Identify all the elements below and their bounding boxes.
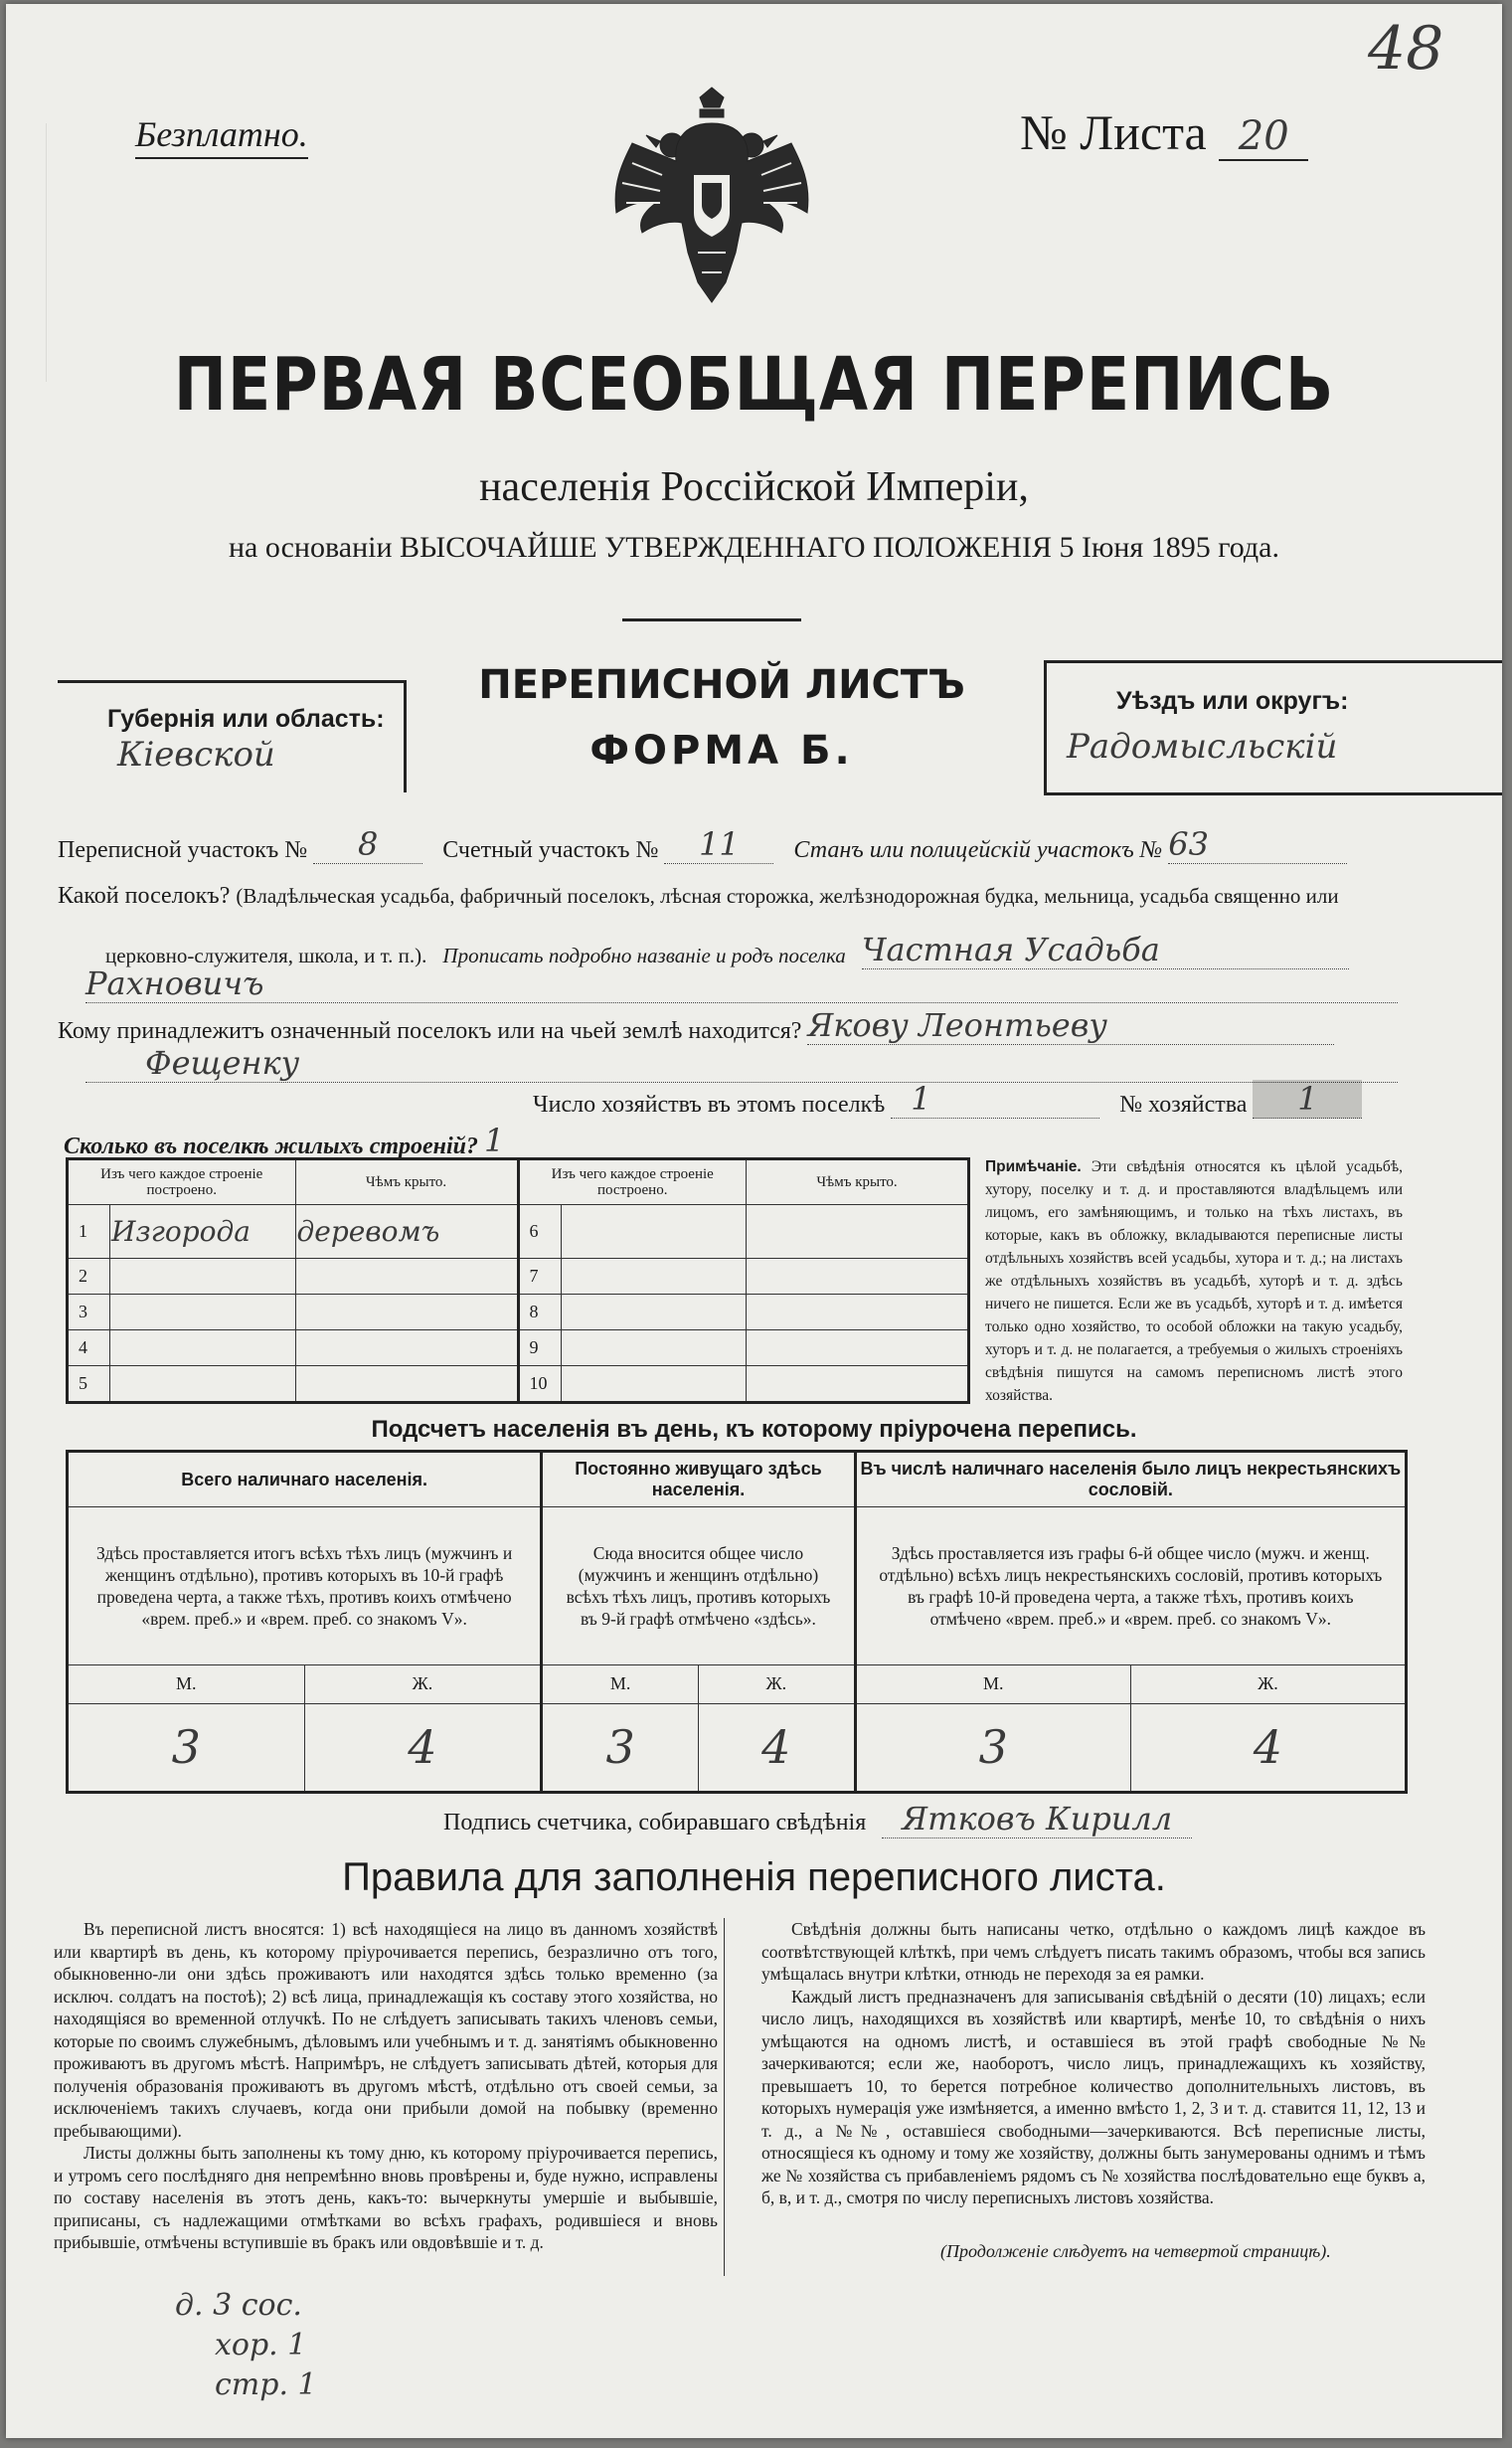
present-male-value: 3 xyxy=(68,1703,305,1792)
row-material xyxy=(561,1329,747,1365)
female-header: Ж. xyxy=(698,1665,855,1703)
owner-field-2 xyxy=(85,1044,1398,1083)
basis-line: на основаніи ВЫСОЧАЙШЕ УТВЕРЖДЕННАГО ПОЛОЖЕНІЯ 5 Іюня 1895 года. xyxy=(229,531,1279,564)
col-roof-right: Чѣмъ крыто. xyxy=(747,1159,969,1205)
row-roof xyxy=(747,1365,969,1402)
poselok-line-3 xyxy=(85,964,1398,1003)
owner-line-2 xyxy=(85,1044,1398,1083)
uezd-box xyxy=(1044,660,1502,795)
poselok-hint-2: церковно-служителя, школа, и т. п.). xyxy=(105,944,427,967)
owner-field-1 xyxy=(807,1006,1334,1045)
table-row xyxy=(68,1294,969,1329)
margin-note-1: д. 3 сос. xyxy=(175,2288,302,2323)
population-descriptions xyxy=(68,1507,1407,1665)
present-female-value: 4 xyxy=(304,1703,542,1792)
form-title: ПЕРЕПИСНОЙ ЛИСТЪ xyxy=(478,662,965,708)
rules-right-column xyxy=(761,1918,1426,2209)
uezd-value: Радомысльскій xyxy=(1067,727,1338,767)
population-values-row xyxy=(68,1703,1407,1792)
poselok-field-2 xyxy=(85,964,1398,1003)
col-roof-left: Чѣмъ крыто. xyxy=(295,1159,518,1205)
sheet-number-value: 20 xyxy=(1219,113,1308,161)
signature-value: Ятковъ Кирилл xyxy=(882,1800,1192,1838)
sex-header-row xyxy=(68,1665,1407,1703)
schetny-value: 11 xyxy=(699,825,740,863)
household-no-field xyxy=(1253,1080,1362,1119)
row-num: 5 xyxy=(68,1365,110,1402)
households-field xyxy=(891,1080,1099,1119)
census-sheet xyxy=(6,4,1502,2438)
uezd-label: Уѣздъ или округъ: xyxy=(1116,687,1349,715)
district-line xyxy=(58,825,1347,864)
poselok-value-2: Рахновичъ xyxy=(85,964,264,1002)
row-roof xyxy=(295,1258,518,1294)
rules-left-p1: Въ переписной листъ вносятся: 1) всѣ находящіеся на лицо въ данномъ хозяйствѣ или квартирѣ въ день, къ которому пріурочивается перепись, безразлично отъ того, обыкновенно-ли они здѣсь проживаютъ или находятся здѣсь только временно (за исключ. солдатъ на постоѣ); 2) всѣ лица, принадлежащія къ составу этого хозяйства, но находящіяся во временной отлучкѣ. По не слѣдуетъ записывать такихъ членовъ семьи, которые по своимъ служебнымъ, дѣловымъ или учебнымъ и т. д. занятіямъ обыкновенно проживаютъ въ другомъ мѣстѣ. Напримѣръ, не слѣдуетъ записывать дѣтей, которыя для полученія образованія проживаютъ въ другомъ мѣстѣ, отдѣльно отъ своей семьи, за исключеніемъ такихъ случаевъ, когда они прибыли домой на побывку (временно пребывающими). xyxy=(54,1919,718,2141)
double-headed-eagle-icon xyxy=(602,84,821,312)
col3-desc: Здѣсь проставляется изъ графы 6-й общее число (мужч. и женщ. отдѣльно) всѣхъ лицъ некрестьянскихъ сословій, противъ которыхъ въ графѣ 10-й проведена черта, а также тѣхъ, противъ коихъ отмѣчено «врем. преб.» и «врем. преб. со знакомъ V». xyxy=(855,1507,1406,1665)
row-roof xyxy=(295,1329,518,1365)
households-line xyxy=(533,1080,1362,1119)
col3-title: Въ числѣ наличнаго населенія было лицъ некрестьянскихъ сословій. xyxy=(855,1452,1406,1507)
margin-notes xyxy=(175,2286,317,2405)
rules-title: Правила для заполненія переписного листа. xyxy=(342,1855,1166,1899)
row-material xyxy=(110,1365,296,1402)
perepis-label: Переписной участокъ № xyxy=(58,837,308,863)
row-material xyxy=(110,1329,296,1365)
signature-line xyxy=(443,1800,1192,1837)
poselok-line xyxy=(58,883,1339,910)
row-num: 6 xyxy=(518,1205,561,1259)
row-roof xyxy=(747,1294,969,1329)
margin-note-2: хор. 1 xyxy=(215,2328,307,2362)
col2-desc: Сюда вносится общее число (мужчинъ и женщинъ отдѣльно) всѣхъ тѣхъ лицъ, противъ которыхъ въ 9-й графѣ отмѣчено «здѣсь». xyxy=(542,1507,855,1665)
owner-line xyxy=(58,1006,1334,1045)
gubernia-value: Кіевской xyxy=(117,735,275,775)
signature-label: Подпись счетчика, собиравшаго свѣдѣнія xyxy=(443,1810,867,1836)
schetny-field xyxy=(664,825,773,864)
resident-female-value: 4 xyxy=(698,1703,855,1792)
sub-title: населенія Россійской Имперіи, xyxy=(479,464,1029,510)
buildings-field xyxy=(484,1122,544,1160)
household-no-value: 1 xyxy=(1297,1080,1318,1118)
row-roof xyxy=(747,1258,969,1294)
owner-value-1: Якову Леонтьеву xyxy=(807,1006,1107,1044)
buildings-table xyxy=(66,1157,970,1404)
form-subtitle: ФОРМА Б. xyxy=(589,728,854,774)
sheet-number xyxy=(1020,103,1308,161)
households-value: 1 xyxy=(911,1080,931,1118)
buildings-label: Сколько въ поселкѣ жилыхъ строеній? xyxy=(64,1134,478,1159)
note xyxy=(985,1155,1403,1407)
table-row xyxy=(68,1365,969,1402)
households-label: Число хозяйствъ въ этомъ поселкѣ xyxy=(533,1092,886,1118)
row-roof xyxy=(295,1365,518,1402)
row-material xyxy=(561,1294,747,1329)
population-heading: Подсчетъ населенія въ день, къ которому пріурочена перепись. xyxy=(371,1416,1137,1443)
col1-title: Всего наличнаго населенія. xyxy=(68,1452,542,1507)
row-num: 4 xyxy=(68,1329,110,1365)
poselok-value-1: Частная Усадьба xyxy=(861,931,1160,968)
row-material xyxy=(561,1258,747,1294)
owner-value-2: Фещенку xyxy=(145,1044,300,1082)
buildings-table-header xyxy=(68,1159,969,1205)
col2-title: Постоянно живущаго здѣсь населенія. xyxy=(542,1452,855,1507)
schetny-label: Счетный участокъ № xyxy=(442,837,659,863)
col1-desc: Здѣсь проставляется итогъ всѣхъ тѣхъ лицъ (мужчинъ и женщинъ отдѣльно), противъ которыхъ въ 10-й графѣ проведена черта, а также тѣхъ, противъ коихъ отмѣчено «врем. преб.» и «врем. преб. со знакомъ V». xyxy=(68,1507,542,1665)
resident-male-value: 3 xyxy=(542,1703,699,1792)
row-num: 9 xyxy=(518,1329,561,1365)
row-num: 1 xyxy=(68,1205,110,1259)
stan-field xyxy=(1168,825,1347,864)
stan-value: 63 xyxy=(1168,825,1210,863)
row-num: 2 xyxy=(68,1258,110,1294)
male-header: М. xyxy=(542,1665,699,1703)
table-row xyxy=(68,1205,969,1259)
row-num: 8 xyxy=(518,1294,561,1329)
owner-label: Кому принадлежитъ означенный поселокъ или на чьей землѣ находится? xyxy=(58,1018,802,1044)
free-label: Безплатно. xyxy=(135,113,308,159)
buildings-line xyxy=(64,1122,544,1160)
row-material: Изгорода xyxy=(110,1205,296,1259)
perepis-value: 8 xyxy=(358,825,379,863)
table-row xyxy=(68,1329,969,1365)
poselok-label: Какой поселокъ? xyxy=(58,883,231,909)
row-roof xyxy=(747,1329,969,1365)
corner-mark: 48 xyxy=(1368,14,1444,84)
margin-note-3: стр. 1 xyxy=(215,2367,317,2402)
rules-right-p2: Каждый листъ предназначенъ для записыванія свѣдѣній о десяти (10) лицахъ; если число лицъ, находящихся въ хозяйствѣ или квартирѣ, менѣе 10, то свѣдѣнія о нихъ умѣщаются на одномъ листѣ, и оставшіеся въ этой графѣ свободные №№ зачеркиваются; если же, наоборотъ, число лицъ, принадлежащихъ къ хозяйству, превышаетъ 10, то берется потребное количество дополнительныхъ листовъ, въ которыхъ нумерація уже измѣняется, а именно вмѣсто 1, 2, 3 и т. д. ставится 11, 12, 13 и т. д., а №№, оставшіеся свободными—зачеркиваются. Всѣ переписные листы, относящіеся къ одному и тому же хозяйству, должны быть занумерованы однимъ и тѣмъ же № хозяйства съ прибавленіемъ рядомъ съ № хозяйства послѣдовательно еще буквъ а, б, в, и т. д., смотря по числу переписныхъ листовъ хозяйства. xyxy=(761,1986,1426,2207)
note-lead: Примѣчаніе. xyxy=(985,1158,1082,1175)
row-num: 7 xyxy=(518,1258,561,1294)
poselok-hint-1: (Владѣльческая усадьба, фабричный поселокъ, лѣсная сторожка, желѣзнодорожная будка, мельница, усадьба священно или xyxy=(236,884,1339,908)
rules-left-p2: Листы должны быть заполнены къ тому дню, къ которому пріурочивается перепись, и утромъ сего послѣдняго дня непремѣнно вновь провѣрены и, буде нужно, исправлены по составу населенія въ этотъ день, какъ-то: вычеркнуты умершіе и выбывшіе, приписаны, съ надлежащими отмѣтками во всѣхъ графахъ, родившіеся и вновь прибывшіе, отмѣчены вступившіе въ бракъ или овдовѣвшіе и т. д. xyxy=(54,2143,718,2252)
sheet-number-label: № Листа xyxy=(1020,104,1207,160)
stan-label: Станъ или полицейскій участокъ № xyxy=(793,837,1163,863)
nonpeasant-female-value: 4 xyxy=(1130,1703,1406,1792)
rules-left-column xyxy=(54,1918,718,2254)
row-num: 10 xyxy=(518,1365,561,1402)
male-header: М. xyxy=(855,1665,1130,1703)
population-table xyxy=(66,1450,1408,1794)
row-roof: деревомъ xyxy=(295,1205,518,1259)
row-roof xyxy=(747,1205,969,1259)
title-divider xyxy=(622,618,801,621)
gubernia-label: Губернія или область: xyxy=(107,705,385,733)
poselok-hint-3: Прописать подробно названіе и родъ поселка xyxy=(442,944,846,967)
row-roof xyxy=(295,1294,518,1329)
table-row xyxy=(68,1258,969,1294)
female-header: Ж. xyxy=(1130,1665,1406,1703)
rules-right-p1: Свѣдѣнія должны быть написаны четко, отдѣльно о каждомъ лицѣ каждое въ соотвѣтствующей клѣткѣ, при чемъ слѣдуетъ писать такимъ образомъ, чтобы вся запись умѣщалась внутри клѣтки, отнюдь не переходя за ея рамки. xyxy=(761,1919,1426,1984)
household-no-label: № хозяйства xyxy=(1119,1092,1248,1118)
row-material xyxy=(110,1258,296,1294)
female-header: Ж. xyxy=(304,1665,542,1703)
row-material xyxy=(561,1365,747,1402)
continued-note: (Продолженіе слѣдуетъ на четвертой страницѣ). xyxy=(940,2241,1331,2261)
col-material-right: Изъ чего каждое строеніе построено. xyxy=(518,1159,747,1205)
row-num: 3 xyxy=(68,1294,110,1329)
column-divider xyxy=(724,1918,725,2276)
nonpeasant-male-value: 3 xyxy=(855,1703,1130,1792)
row-material xyxy=(110,1294,296,1329)
gubernia-box xyxy=(58,680,407,792)
col-material-left: Изъ чего каждое строеніе построено. xyxy=(68,1159,296,1205)
note-text: Эти свѣдѣнія относятся къ цѣлой усадьбѣ, хутору, поселку и т. д. и проставляются владѣльцемъ или лицомъ, его замѣняющимъ, и только на тѣхъ листахъ, въ которые, какъ въ обложку, вкладываются переписные листы отдѣльныхъ хозяйствъ всей усадьбы, хутора и т. д.; на листахъ же отдѣльныхъ хозяйствъ въ усадьбѣ, хуторѣ и т. д. здѣсь ничего не пишется. Если же въ усадьбѣ, хуторѣ и т. д. имѣется только одно хозяйство, то особой обложки на такую усадьбу, хуторъ и т. д. не полагается, а требуемыя о жилыхъ строеніяхъ свѣдѣнія пишутся на самомъ переписномъ листѣ этого хозяйства. xyxy=(985,1158,1404,1404)
row-material xyxy=(561,1205,747,1259)
population-table-header xyxy=(68,1452,1407,1507)
buildings-value: 1 xyxy=(484,1122,505,1159)
main-title: ПЕРВАЯ ВСЕОБЩАЯ ПЕРЕПИСЬ xyxy=(173,342,1335,428)
male-header: М. xyxy=(68,1665,305,1703)
perepis-field xyxy=(313,825,422,864)
